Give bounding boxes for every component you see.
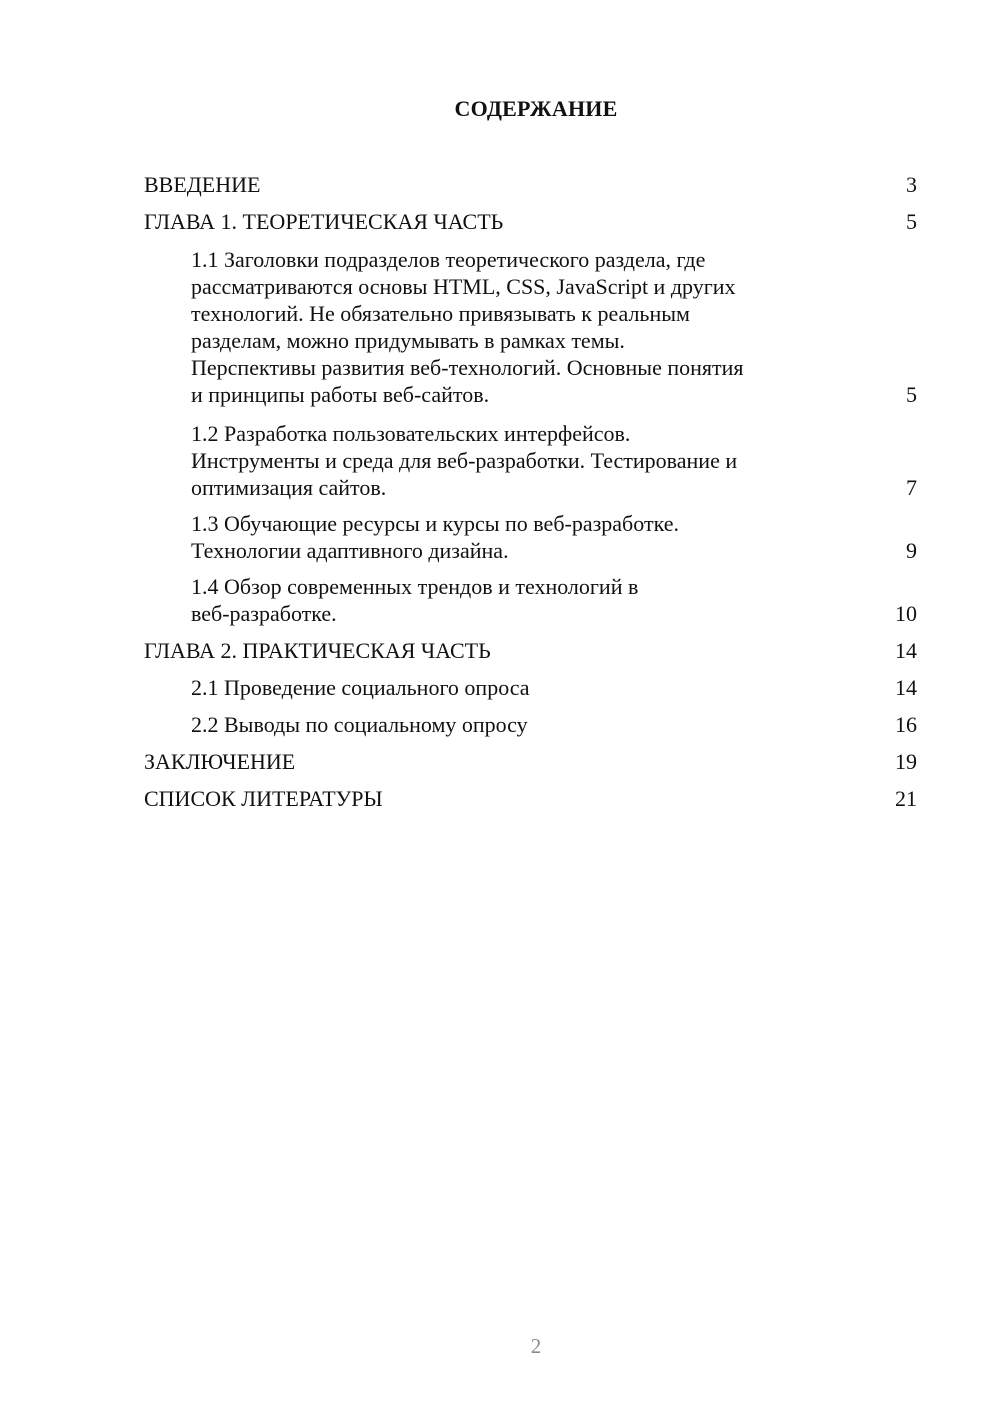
toc-entry-title xyxy=(191,510,831,564)
toc-entry-page: 16 xyxy=(895,712,917,737)
page-title: СОДЕРЖАНИЕ xyxy=(454,96,618,121)
page-number: 2 xyxy=(530,1334,542,1358)
toc-entry-title-line: и принципы работы веб-сайтов. xyxy=(191,382,490,407)
toc-entry-page: 14 xyxy=(895,638,917,663)
toc-entry-page: 10 xyxy=(895,601,917,626)
toc-entry-title-line: 1.3 Обучающие ресурсы и курсы по веб-разработке. xyxy=(191,511,679,536)
toc-entry-title-line: Инструменты и среда для веб-разработки. Тестирование и xyxy=(191,448,738,473)
toc-entry-title: СПИСОК ЛИТЕРАТУРЫ xyxy=(144,786,383,811)
toc-entry-title xyxy=(191,573,831,627)
toc-entry-page: 5 xyxy=(906,209,917,234)
toc-entry-title-line: веб-разработке. xyxy=(191,601,337,626)
toc-entry-title xyxy=(191,246,831,408)
toc-entry-title-line: рассматриваются основы HTML, CSS, JavaScript и других xyxy=(191,274,736,299)
toc-entry-title-line: оптимизация сайтов. xyxy=(191,475,387,500)
toc-entry-page: 9 xyxy=(906,538,917,563)
toc-entry-title-line: технологий. Не обязательно привязывать к реальным xyxy=(191,301,690,326)
toc-entry-title: 2.2 Выводы по социальному опросу xyxy=(191,712,528,737)
toc-entry-page: 5 xyxy=(906,382,917,407)
toc-entry-title: ГЛАВА 2. ПРАКТИЧЕСКАЯ ЧАСТЬ xyxy=(144,638,491,663)
toc-entry-title-line: 1.2 Разработка пользовательских интерфейсов. xyxy=(191,421,631,446)
toc-entry-title xyxy=(191,420,831,501)
toc-entry-page: 14 xyxy=(895,675,917,700)
toc-entry-title: ГЛАВА 1. ТЕОРЕТИЧЕСКАЯ ЧАСТЬ xyxy=(144,209,504,234)
toc-entry-page: 3 xyxy=(906,172,917,197)
toc-entry-title-line: 1.1 Заголовки подразделов теоретического раздела, где xyxy=(191,247,706,272)
toc-entry-page: 19 xyxy=(895,749,917,774)
toc-entry-title: ВВЕДЕНИЕ xyxy=(144,172,261,197)
toc-entry-title: ЗАКЛЮЧЕНИЕ xyxy=(144,749,296,774)
toc-entry-title-line: Технологии адаптивного дизайна. xyxy=(191,538,509,563)
toc-entry-title-line: Перспективы развития веб-технологий. Основные понятия xyxy=(191,355,744,380)
toc-entry-title: 2.1 Проведение социального опроса xyxy=(191,675,530,700)
toc-entry-page: 7 xyxy=(906,475,917,500)
toc-entry-page: 21 xyxy=(895,786,917,811)
toc-entry-title-line: разделам, можно придумывать в рамках темы. xyxy=(191,328,625,353)
toc-entry-title-line: 1.4 Обзор современных трендов и технологий в xyxy=(191,574,639,599)
